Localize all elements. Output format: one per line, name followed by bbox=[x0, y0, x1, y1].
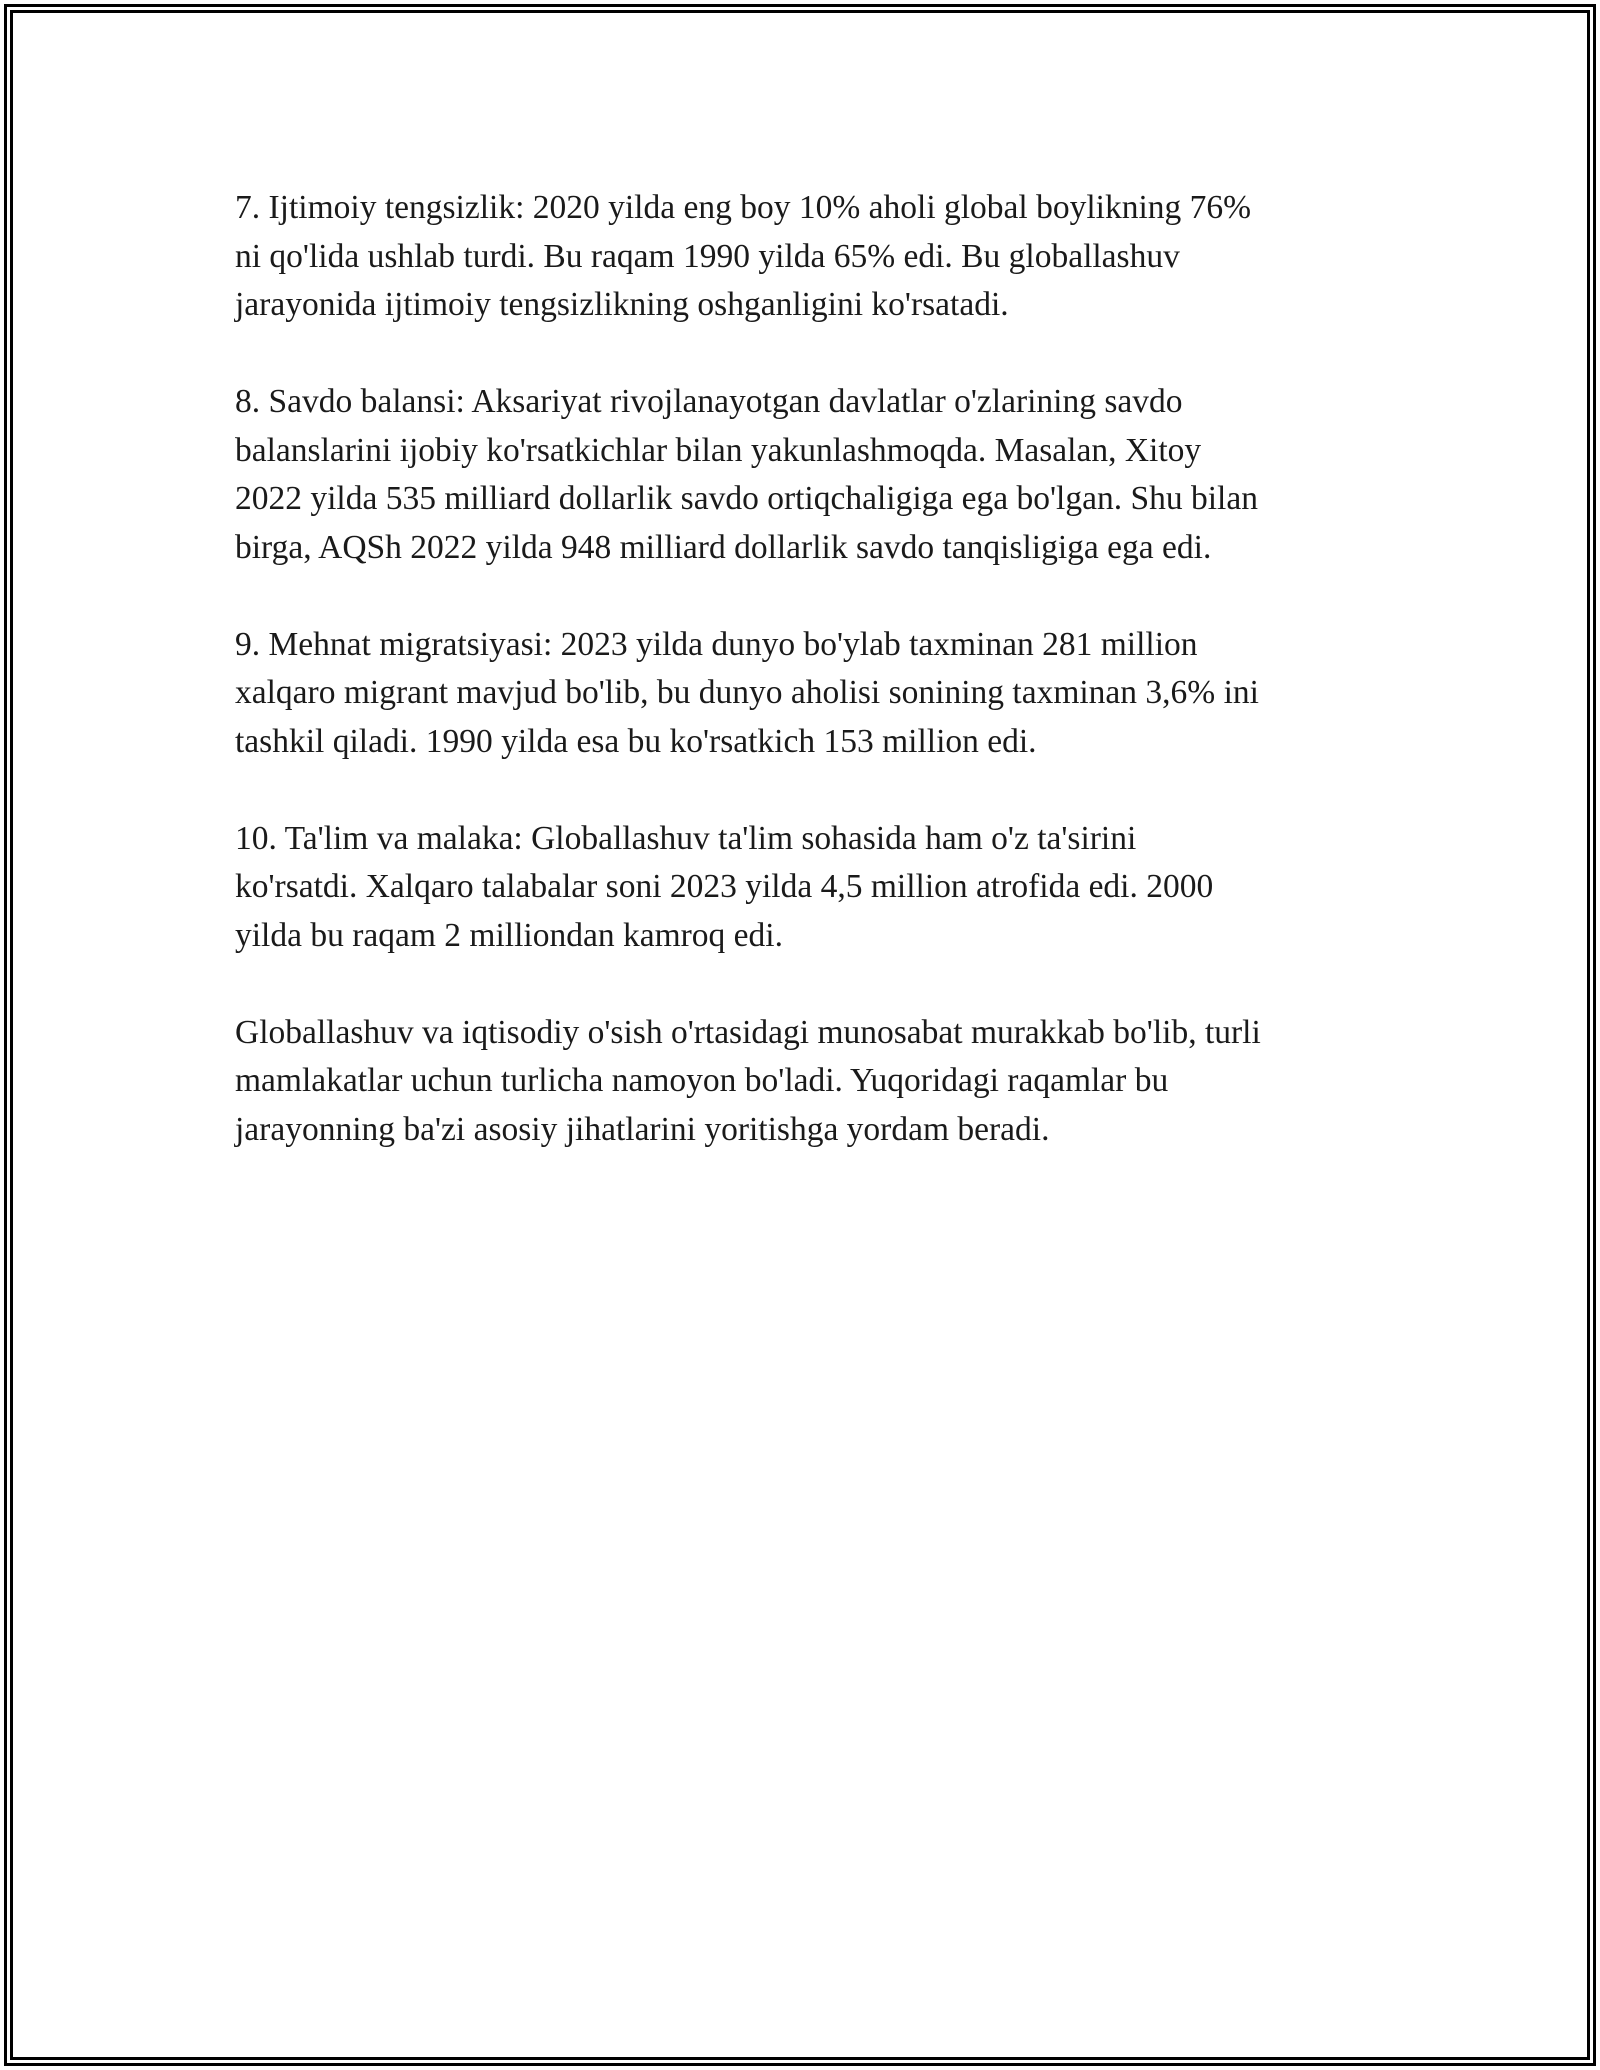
paragraph-labor-migration: 9. Mehnat migratsiyasi: 2023 yilda dunyo bo'ylab taxminan 281 million xalqaro migrant mavjud bo'lib, bu dunyo aholisi sonining taxminan 3,6% ini tashkil qiladi. 1990 yilda esa bu ko'rsatkich 153 million edi. bbox=[235, 625, 1259, 760]
paragraph-conclusion: Globallashuv va iqtisodiy o'sish o'rtasidagi munosabat murakkab bo'lib, turli mamlakatlar uchun turlicha namoyon bo'ladi. Yuqoridagi raqamlar bu jarayonning ba'zi asosiy jihatlarini yoritishga yordam beradi. bbox=[235, 1013, 1261, 1148]
paragraph-social-inequality: 7. Ijtimoiy tengsizlik: 2020 yilda eng boy 10% aholi global boylikning 76% ni qo'lida ushlab turdi. Bu raqam 1990 yilda 65% edi. Bu globallashuv jarayonida ijtimoiy tengsizlikning oshganligini ko'rsatadi. bbox=[235, 189, 1252, 323]
paragraph-trade-balance: 8. Savdo balansi: Aksariyat rivojlanayotgan davlatlar o'zlarining savdo balanslarini ijobiy ko'rsatkichlar bilan yakunlashmoqda. Masalan, Xitoy 2022 yilda 535 milliard dollarlik savdo ortiqchaligiga ega bo'lgan. Shu bilan birga, AQSh 2022 yilda 948 milliard dollarlik savdo tanqisligiga ega edi. bbox=[235, 383, 1258, 566]
document-body bbox=[235, 184, 1380, 1203]
paragraph-education: 10. Ta'lim va malaka: Globallashuv ta'lim sohasida ham o'z ta'sirini ko'rsatdi. Xalqaro talabalar soni 2023 yilda 4,5 million atrofida edi. 2000 yilda bu raqam 2 milliondan kamroq edi. bbox=[235, 819, 1214, 954]
